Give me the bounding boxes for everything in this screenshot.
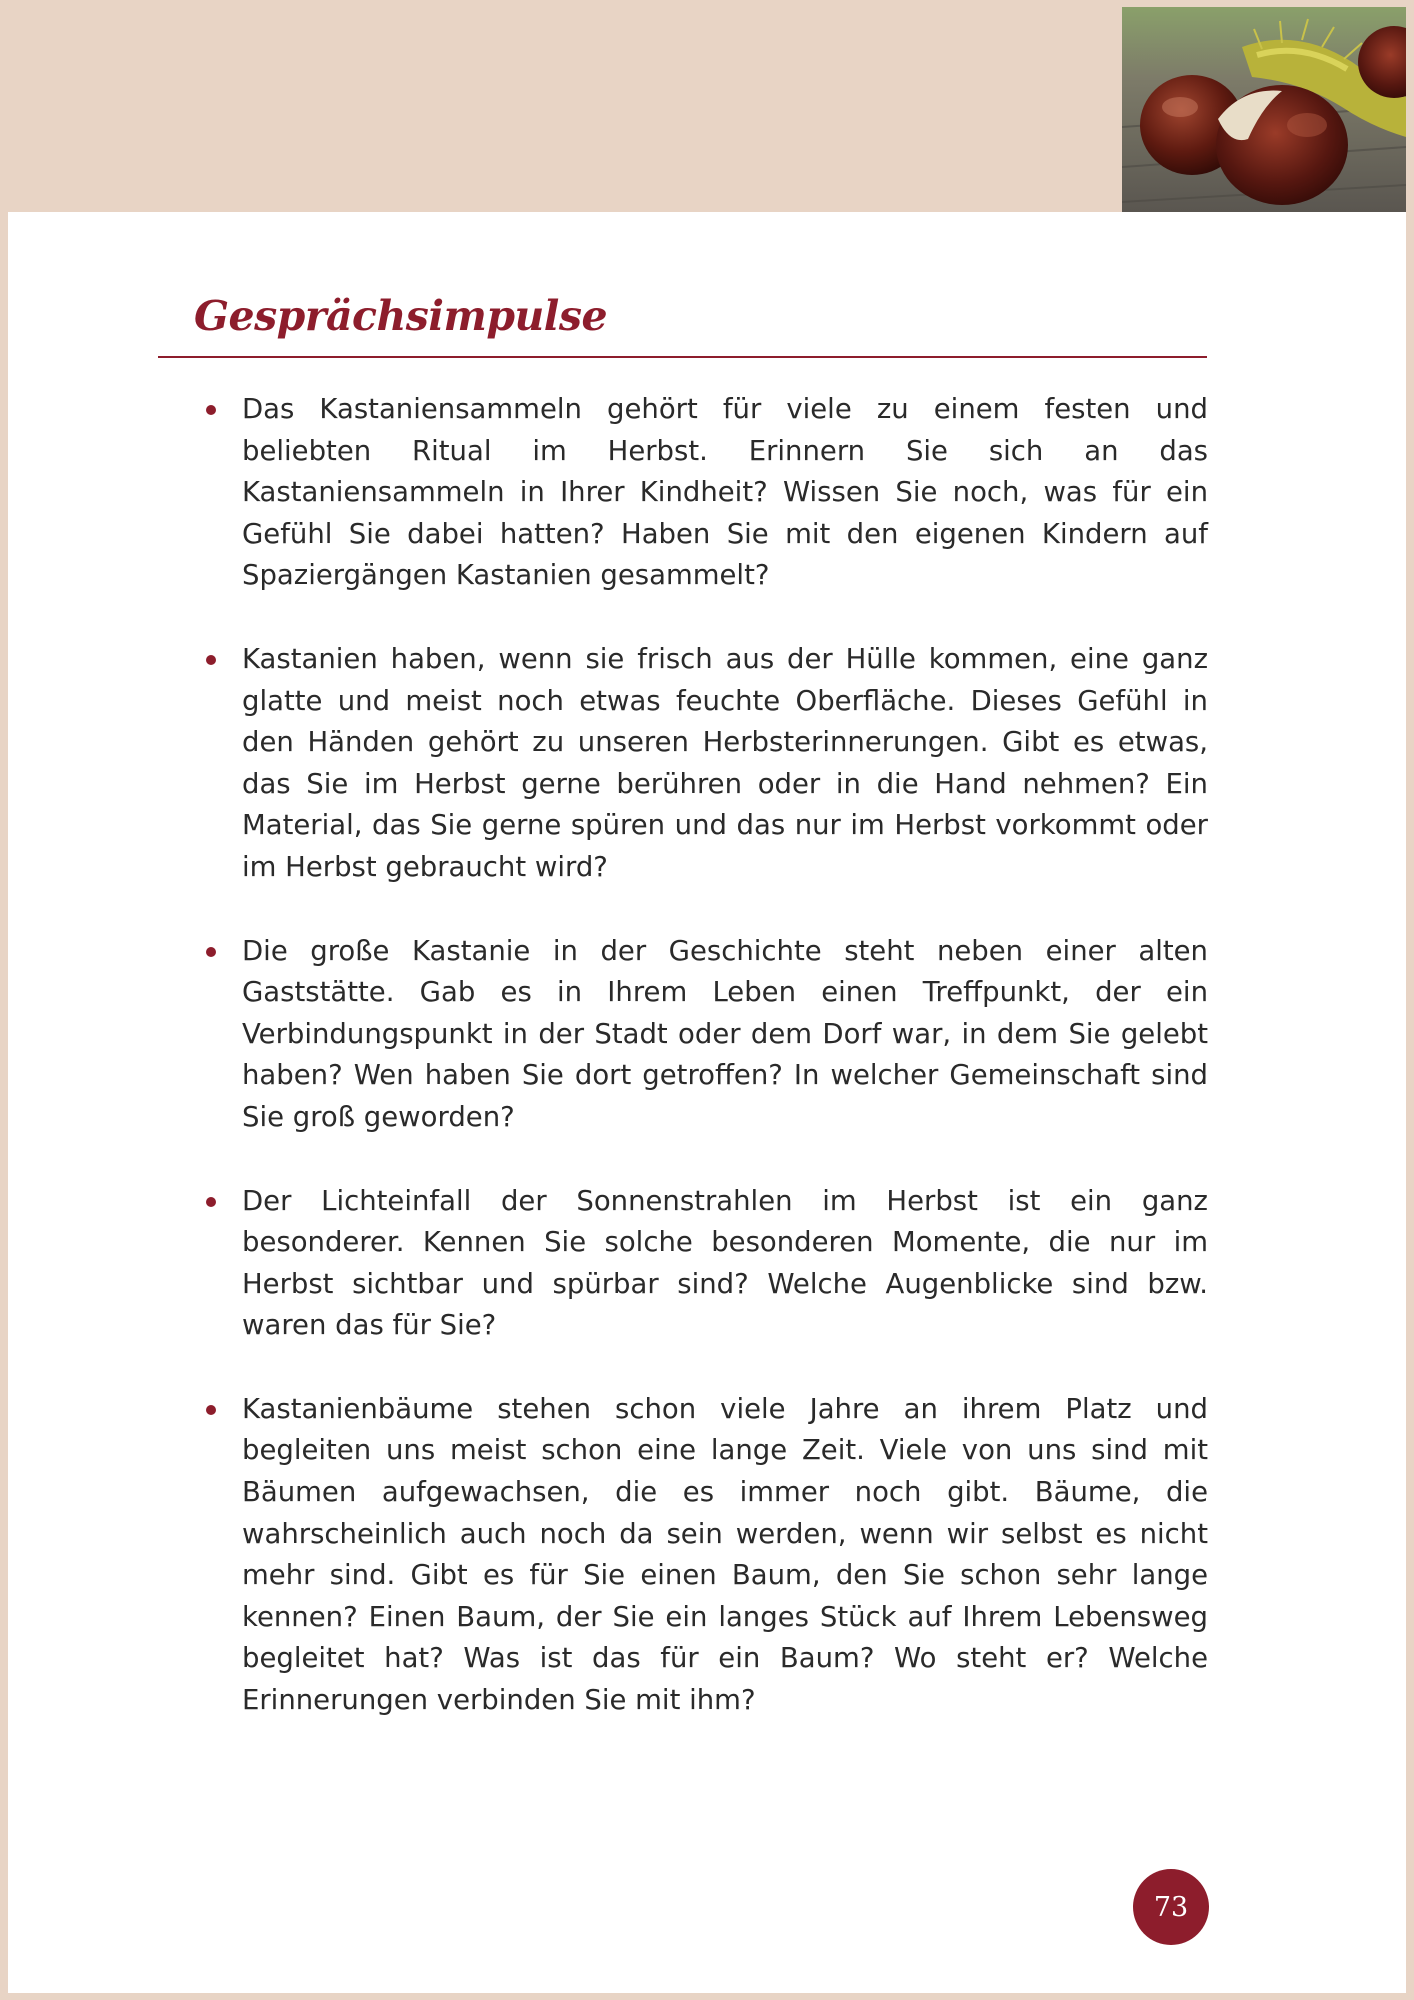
prompt-text: Kastanien haben, wenn sie frisch aus der Hülle kommen, eine ganz glatte und meist noch etwas feuchte Oberfläche. Dieses Gefühl in den Händen gehört zu unseren Herbsterinnerungen. Gibt es etwas, das Sie im Herbst gerne berühren oder in die Hand nehmen? Ein Material, das Sie gerne spüren und das nur im Herbst vorkommt oder im Herbst gebraucht wird?	[242, 642, 1208, 883]
list-item	[206, 1181, 1208, 1347]
bullet-icon	[206, 655, 216, 665]
bullet-icon	[206, 1197, 216, 1207]
conversation-prompts-list	[206, 389, 1208, 1764]
list-item	[206, 389, 1208, 597]
chestnut-photo	[1122, 7, 1406, 212]
bullet-icon	[206, 1405, 216, 1415]
prompt-text: Der Lichteinfall der Sonnenstrahlen im Herbst ist ein ganz besonderer. Kennen Sie solche besonderen Momente, die nur im Herbst sichtbar und spürbar sind? Welche Augenblicke sind bzw. waren das für Sie?	[242, 1184, 1208, 1342]
list-item	[206, 639, 1208, 889]
bullet-icon	[206, 947, 216, 957]
list-item	[206, 931, 1208, 1139]
bullet-icon	[206, 405, 216, 415]
prompt-text: Die große Kastanie in der Geschichte steht neben einer alten Gaststätte. Gab es in Ihrem Leben einen Treffpunkt, der ein Verbindungspunkt in der Stadt oder dem Dorf war, in dem Sie gelebt haben? Wen haben Sie dort getroffen? In welcher Gemeinschaft sind Sie groß geworden?	[242, 934, 1208, 1133]
page-title: Gesprächsimpulse	[194, 292, 608, 340]
prompt-text: Das Kastaniensammeln gehört für viele zu einem festen und beliebten Ritual im Herbst. Erinnern Sie sich an das Kastaniensammeln in Ihrer Kindheit? Wissen Sie noch, was für ein Gefühl Sie dabei hatten? Haben Sie mit den eigenen Kindern auf Spaziergängen Kastanien gesammelt?	[242, 393, 1208, 592]
page-number: 73	[1133, 1869, 1209, 1945]
list-item	[206, 1389, 1208, 1722]
prompt-text: Kastanienbäume stehen schon viele Jahre an ihrem Platz und begleiten uns meist schon eine lange Zeit. Viele von uns sind mit Bäumen aufgewachsen, die es immer noch gibt. Bäume, die wahrscheinlich auch noch da sein werden, wenn wir selbst es nicht mehr sind. Gibt es für Sie einen Baum, den Sie schon sehr lange kennen? Einen Baum, der Sie ein langes Stück auf Ihrem Lebensweg begleitet hat? Was ist das für ein Baum? Wo steht er? Welche Erinnerungen verbinden Sie mit ihm?	[242, 1392, 1208, 1717]
title-divider	[158, 356, 1207, 358]
